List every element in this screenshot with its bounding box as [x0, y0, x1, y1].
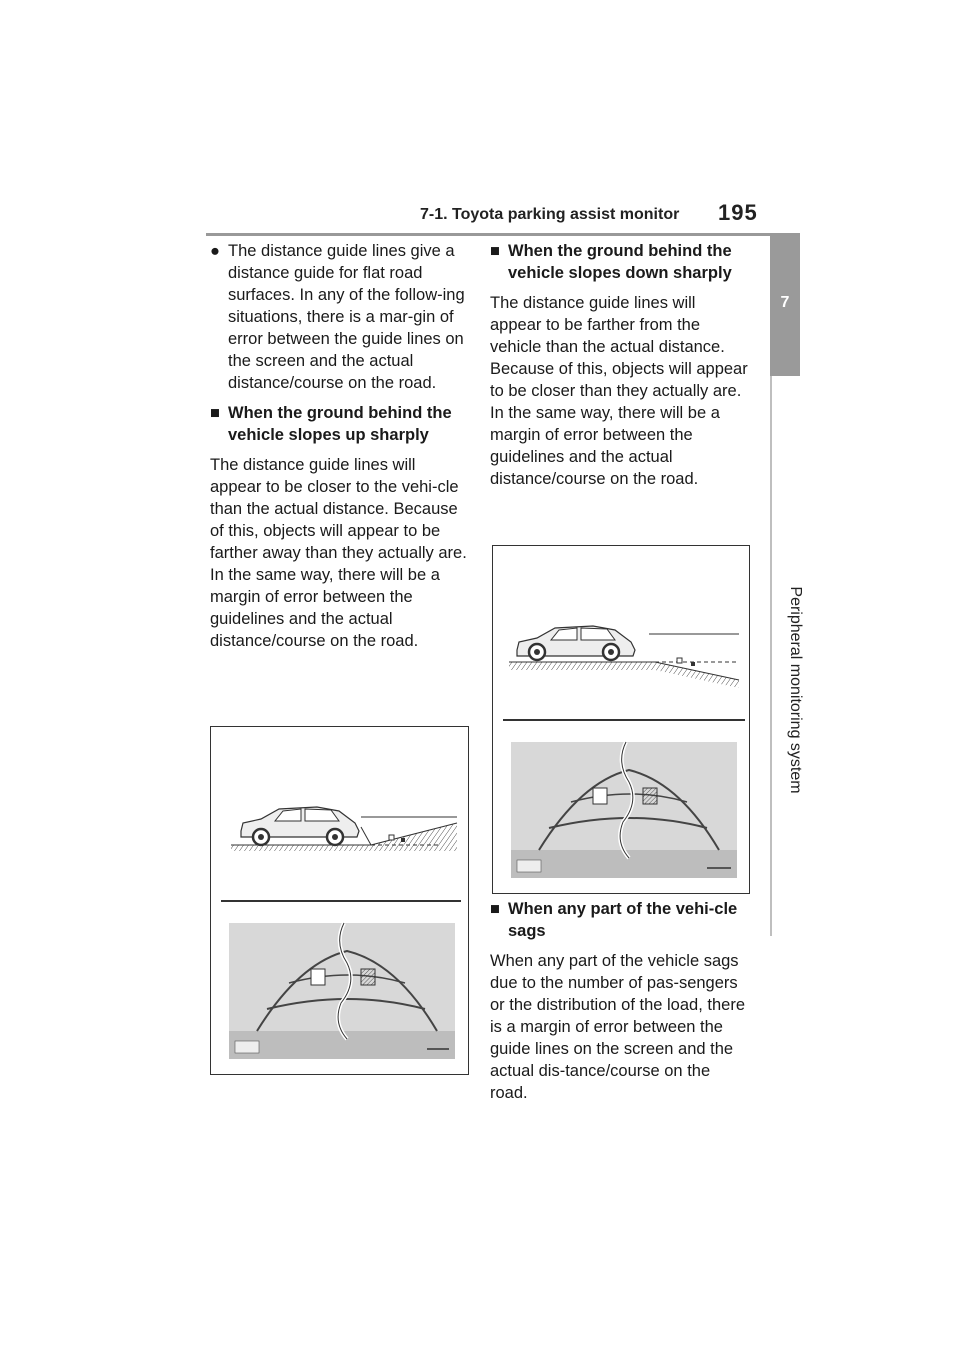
- slope-up-svg: [211, 727, 468, 1074]
- camera-screen: [511, 742, 737, 878]
- right-column-lower: [490, 898, 752, 1104]
- slope-down-paragraph: The distance guide lines will appear to be farther from the vehicle than the actual distance. Because of this, objects will appear to be closer than they actually are. In the same way, there will be a margin of error between the guidelines and the actual distance/course on the road.: [490, 294, 748, 488]
- slope-down-heading: [490, 240, 750, 284]
- bullet-icon: ●: [210, 242, 220, 260]
- page-number: 195: [718, 200, 758, 225]
- chapter-title-vertical: [774, 586, 814, 794]
- sags-heading: [490, 898, 752, 942]
- camera-screen: [229, 923, 455, 1059]
- square-bullet-icon: ■: [490, 900, 500, 918]
- car-icon: [241, 807, 359, 845]
- page-header: [0, 0, 960, 240]
- car-icon: [517, 626, 635, 660]
- chapter-tab: [770, 236, 800, 376]
- slope-down-svg: [493, 546, 749, 893]
- section-title: 7-1. Toyota parking assist monitor: [420, 206, 680, 223]
- header-rule: [206, 233, 800, 236]
- right-column: [490, 240, 750, 490]
- chapter-tab-strip: [770, 376, 772, 936]
- bullet-text: The distance guide lines give a distance guide for flat road surfaces. In any of the follow-ing situations, there is a mar-gin of error between the guide lines on the screen and the actual distance/course on the road.: [228, 242, 465, 392]
- sags-heading-text: When any part of the vehi-cle sags: [508, 900, 738, 940]
- left-column: [210, 240, 470, 652]
- chapter-number: 7: [780, 294, 790, 311]
- sags-paragraph: When any part of the vehicle sags due to the number of pas-sengers or the distribution of the load, there is a margin of error between the guide lines on the screen and the actual dis-tance/course on the road.: [490, 952, 745, 1102]
- slope-down-illustration: [492, 545, 750, 894]
- bullet-paragraph: [210, 240, 470, 394]
- slope-up-heading-text: When the ground behind the vehicle slopes up sharply: [228, 404, 452, 444]
- slope-up-illustration: [210, 726, 469, 1075]
- slope-up-heading: [210, 402, 470, 446]
- square-bullet-icon: ■: [210, 404, 220, 422]
- slope-up-paragraph: The distance guide lines will appear to be closer to the vehi-cle than the actual distance. Because of this, objects will appear to be farther away than they actually are. In the same way, there will be a margin of error between the guidelines and the actual distance/course on the road.: [210, 456, 467, 650]
- chapter-title: Peripheral monitoring system: [787, 586, 804, 794]
- square-bullet-icon: ■: [490, 242, 500, 260]
- slope-down-heading-text: When the ground behind the vehicle slopes down sharply: [508, 242, 732, 282]
